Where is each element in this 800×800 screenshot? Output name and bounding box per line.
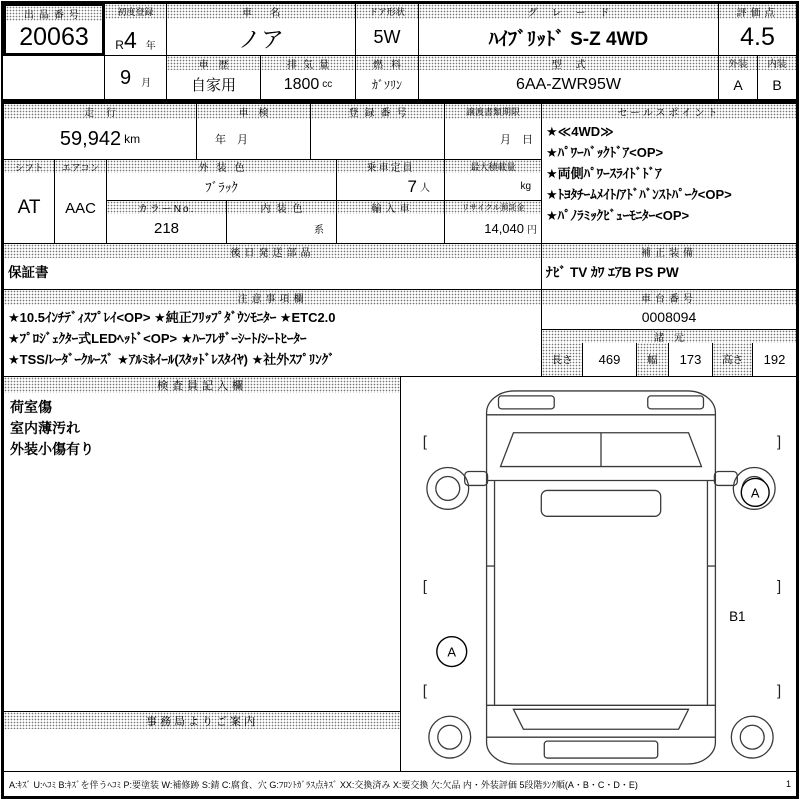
sales-point-item: ★ﾊﾟﾉﾗﾐｯｸﾋﾞｭｰﾓﾆﾀｰ<OP> bbox=[546, 208, 690, 223]
first-registration-box bbox=[104, 3, 167, 56]
grade-value: ﾊｲﾌﾞﾘｯﾄﾞ S-Z 4WD bbox=[488, 28, 649, 50]
interior-grade: B bbox=[772, 76, 782, 93]
displacement-box bbox=[260, 55, 356, 100]
sales-point-item: ★≪4WD≫ bbox=[546, 124, 614, 139]
first-registration-year bbox=[105, 19, 166, 55]
recycle-deposit-value-wrap bbox=[445, 214, 541, 243]
car-diagram-box bbox=[400, 376, 797, 772]
auction-number-box bbox=[3, 3, 105, 56]
transfer-deadline-value: 月 日 bbox=[500, 134, 533, 146]
interior-color-label: 内装色 bbox=[227, 201, 336, 214]
wheel-rear-left-tire bbox=[429, 716, 471, 758]
office-info-body bbox=[4, 729, 400, 771]
bracket-icon: [ bbox=[422, 433, 427, 451]
legend-page-number: 1 bbox=[785, 779, 791, 789]
max-load-box bbox=[444, 159, 542, 201]
first-registration-month-box bbox=[104, 55, 167, 100]
exterior-color-label: 外装色 bbox=[107, 160, 336, 173]
displacement-value-wrap bbox=[261, 70, 355, 99]
model-code-value: 6AA-ZWR95W bbox=[516, 75, 621, 93]
office-info-label: 事務局よりご案内 bbox=[4, 712, 400, 729]
recycle-deposit-value: 14,040 bbox=[484, 221, 524, 236]
capacity-label: 乗車定員 bbox=[337, 160, 444, 173]
mileage-box bbox=[3, 103, 197, 160]
car-outline-group bbox=[427, 391, 775, 764]
exterior-grade: A bbox=[733, 76, 743, 93]
aircon-value: AAC bbox=[65, 199, 96, 217]
score-box bbox=[718, 3, 797, 56]
recycle-deposit-box bbox=[444, 200, 542, 244]
grade-box bbox=[418, 3, 719, 56]
length-value: 469 bbox=[582, 343, 636, 376]
mileage-value-wrap bbox=[4, 119, 196, 159]
wheel-front-left-rim bbox=[436, 476, 460, 500]
color-number-label: カラーNo. bbox=[107, 201, 226, 214]
shift-value: AT bbox=[17, 197, 41, 218]
max-load-unit: kg bbox=[520, 181, 531, 192]
history-box bbox=[166, 55, 261, 100]
month-unit: 月 bbox=[141, 78, 152, 89]
door-shape-box bbox=[355, 3, 419, 56]
notes-box bbox=[3, 289, 542, 377]
car-top-view-diagram bbox=[401, 377, 798, 771]
month-number: 9 bbox=[119, 66, 132, 89]
recycle-deposit-label: リサイクル預託金 bbox=[445, 201, 541, 214]
first-registration-month bbox=[105, 56, 166, 99]
fuel-box bbox=[355, 55, 419, 100]
height-value: 192 bbox=[752, 343, 796, 376]
chassis-number-label: 車台番号 bbox=[542, 290, 796, 305]
exterior-label: 外装 bbox=[719, 56, 757, 70]
equipment-label: 補正装備 bbox=[542, 244, 796, 258]
wheel-front-left-tire bbox=[427, 468, 469, 510]
exterior-color-box bbox=[106, 159, 337, 201]
history-value: 自家用 bbox=[190, 77, 236, 94]
notes-line: ★TSS/ﾚｰﾀﾞｰｸﾙｰｽﾞ ★ｱﾙﾐﾎｲｰﾙ(ｽﾀｯﾄﾞﾚｽﾀｲﾔ) ★社外ｽﾌﾟﾘﾝｸﾞ bbox=[8, 352, 335, 367]
interior-color-unit: 系 bbox=[314, 225, 324, 236]
recycle-deposit-unit: 円 bbox=[527, 225, 537, 236]
dimensions-label: 諸元 bbox=[542, 330, 796, 343]
inspector-label: 検査員記入欄 bbox=[4, 377, 400, 393]
notes-list bbox=[4, 305, 541, 376]
model-code-label: 型式 bbox=[419, 56, 718, 70]
width-label: 幅 bbox=[636, 343, 668, 376]
rear-window bbox=[513, 709, 688, 729]
score-value: 4.5 bbox=[740, 22, 775, 51]
registration-brackets bbox=[423, 434, 781, 700]
bracket-icon: [ bbox=[422, 682, 427, 700]
sales-points-box bbox=[541, 103, 797, 244]
displacement-label: 排気量 bbox=[261, 56, 355, 70]
fuel-label: 燃料 bbox=[356, 56, 418, 70]
max-load-value-wrap bbox=[445, 173, 541, 200]
color-number-value: 218 bbox=[153, 220, 180, 237]
interior-label: 内装 bbox=[758, 56, 796, 70]
shift-box bbox=[3, 159, 55, 244]
dimensions-row bbox=[542, 343, 796, 376]
interior-grade-col bbox=[757, 56, 796, 99]
capacity-unit: 人 bbox=[420, 183, 430, 194]
color-number-box bbox=[106, 200, 227, 244]
history-label: 車歴 bbox=[167, 56, 260, 70]
capacity-value: 7 bbox=[407, 176, 417, 196]
sales-points-list bbox=[542, 119, 796, 243]
mileage-label: 走行 bbox=[4, 104, 196, 119]
equipment-value: ﾅﾋﾞ TV ｶﾜ ｴｱB PS PW bbox=[546, 265, 679, 280]
inspector-note-line: 荷室傷 bbox=[10, 399, 52, 415]
registration-number-box bbox=[310, 103, 445, 160]
inspector-box bbox=[3, 376, 401, 712]
wheel-rear-right-tire bbox=[731, 716, 773, 758]
capacity-box bbox=[336, 159, 445, 201]
interior-color-box bbox=[226, 200, 337, 244]
max-load-label: 最大積載量 bbox=[445, 160, 541, 173]
sales-point-item: ★両側ﾊﾟﾜｰｽﾗｲﾄﾞﾄﾞｱ bbox=[546, 166, 662, 181]
shift-label: シフト bbox=[4, 160, 54, 173]
damage-mark-front-right: A bbox=[750, 485, 760, 501]
inspector-note-line: 外装小傷有り bbox=[10, 441, 94, 457]
office-info-box bbox=[3, 711, 401, 772]
registration-number-label: 登録番号 bbox=[311, 104, 444, 119]
shaken-value: 年 月 bbox=[215, 134, 248, 146]
chassis-number-value: 0008094 bbox=[641, 309, 697, 325]
notes-label: 注意事項欄 bbox=[4, 290, 541, 305]
chassis-number-box bbox=[541, 289, 797, 330]
displacement-value: 1800 bbox=[283, 75, 320, 93]
exterior-interior-box bbox=[718, 55, 797, 100]
door-shape-label: ドア形状 bbox=[356, 4, 418, 19]
interior-color-value-wrap bbox=[227, 214, 336, 243]
capacity-value-wrap bbox=[337, 173, 444, 200]
import-car-box bbox=[336, 200, 445, 244]
era-letter: R bbox=[115, 38, 124, 52]
length-label: 長さ bbox=[542, 343, 582, 376]
bracket-icon: ] bbox=[777, 577, 782, 595]
grade-label: グレード bbox=[419, 4, 718, 19]
headlight-left bbox=[499, 396, 555, 409]
auction-number-value: 20063 bbox=[19, 22, 89, 51]
headlight-right bbox=[648, 396, 704, 409]
mileage-value: 59,942 bbox=[59, 127, 122, 150]
car-name-value: ノア bbox=[238, 25, 284, 52]
door-shape-value: 5W bbox=[373, 26, 401, 47]
aircon-box bbox=[54, 159, 107, 244]
rear-plate bbox=[544, 741, 657, 758]
wheel-rear-right-rim bbox=[740, 725, 764, 749]
later-parts-value: 保証書 bbox=[8, 265, 49, 280]
import-car-label: 輸入車 bbox=[337, 201, 444, 214]
era-year: 4 bbox=[123, 27, 137, 53]
first-registration-label: 初度登録 bbox=[105, 4, 166, 19]
transfer-deadline-label: 譲渡書類期限 bbox=[445, 104, 541, 119]
damage-mark-left-side: A bbox=[447, 644, 457, 660]
shaken-box bbox=[196, 103, 311, 160]
car-name-box bbox=[166, 3, 356, 56]
exterior-grade-col bbox=[719, 56, 757, 99]
sales-point-item: ★ﾄﾖﾀﾁｰﾑﾒｲﾄ/ｱﾄﾞﾊﾞﾝｽﾄﾊﾟｰｸ<OP> bbox=[546, 187, 732, 202]
import-car-value bbox=[337, 214, 444, 243]
later-parts-label: 後日発送部品 bbox=[4, 244, 541, 258]
wheel-rear-left-rim bbox=[438, 725, 462, 749]
score-label: 評価点 bbox=[719, 4, 796, 19]
displacement-unit: cc bbox=[322, 79, 333, 90]
width-value: 173 bbox=[668, 343, 712, 376]
sunroof bbox=[541, 490, 660, 516]
bracket-icon: ] bbox=[777, 433, 782, 451]
equipment-box bbox=[541, 243, 797, 290]
aircon-label: エアコン bbox=[55, 160, 106, 173]
inspector-notes bbox=[4, 393, 400, 711]
bracket-icon: ] bbox=[777, 682, 782, 700]
model-code-box bbox=[418, 55, 719, 100]
exterior-color-value: ﾌﾞﾗｯｸ bbox=[205, 180, 238, 195]
shaken-label: 車検 bbox=[197, 104, 310, 119]
registration-number-value bbox=[311, 119, 444, 159]
bracket-icon: [ bbox=[422, 577, 427, 595]
auction-number-label: 出品番号 bbox=[6, 6, 102, 21]
transfer-deadline-box bbox=[444, 103, 542, 160]
dimensions-box bbox=[541, 329, 797, 377]
damage-mark-rear-right: B1 bbox=[729, 608, 746, 624]
sales-points-label: セールスポイント bbox=[542, 104, 796, 119]
later-parts-box bbox=[3, 243, 542, 290]
year-unit: 年 bbox=[145, 41, 156, 52]
section-divider bbox=[3, 99, 797, 103]
legend-text: A:ｷｽﾞ U:ﾍｺﾐ B:ｷｽﾞを伴うﾍｺﾐ P:要塗装 W:補修跡 S:錆 C:腐食、穴 G:ﾌﾛﾝﾄｶﾞﾗｽ点ｷｽﾞ XX:交換済み X:要交換 欠:欠品 内・外装評価 5段階ﾗﾝｸ順(A・B・C・D・E) bbox=[9, 779, 638, 790]
height-label: 高さ bbox=[712, 343, 752, 376]
mileage-unit: km bbox=[124, 132, 141, 146]
fuel-value: ｶﾞｿﾘﾝ bbox=[371, 78, 402, 92]
notes-line: ★10.5ｲﾝﾁﾃﾞｨｽﾌﾟﾚｲ<OP> ★純正ﾌﾘｯﾌﾟﾀﾞｳﾝﾓﾆﾀｰ ★ETC2.0 bbox=[8, 310, 336, 325]
inspector-note-line: 室内薄汚れ bbox=[10, 420, 80, 436]
legend-bar bbox=[3, 771, 797, 797]
car-name-label: 車名 bbox=[167, 4, 355, 19]
sales-point-item: ★ﾊﾟﾜｰﾊﾞｯｸﾄﾞｱ<OP> bbox=[546, 145, 664, 160]
notes-line: ★ﾌﾟﾛｼﾞｪｸﾀｰ式LEDﾍｯﾄﾞ<OP> ★ﾊｰﾌﾚｻﾞｰｼｰﾄ/ｼｰﾄﾋｰﾀｰ bbox=[8, 331, 307, 346]
